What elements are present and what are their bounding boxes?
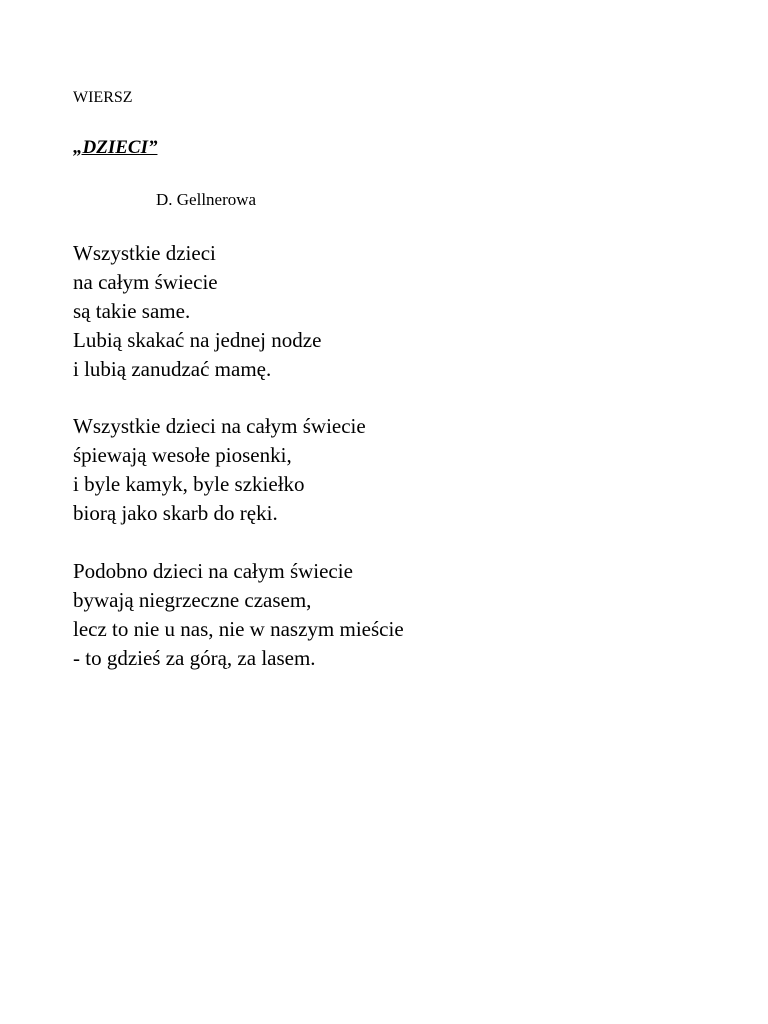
- stanza-1: [73, 239, 321, 384]
- poem-line: lecz to nie u nas, nie w naszym mieście: [73, 617, 404, 641]
- poem-line: i byle kamyk, byle szkiełko: [73, 472, 305, 496]
- poem-author: D. Gellnerowa: [156, 190, 257, 209]
- poem-line: Wszystkie dzieci: [73, 241, 216, 265]
- poem-line: i lubią zanudzać mamę.: [73, 357, 272, 381]
- poem-line: bywają niegrzeczne czasem,: [73, 588, 312, 612]
- poem-line: Lubią skakać na jednej nodze: [73, 328, 322, 352]
- poem-line: Podobno dzieci na całym świecie: [73, 559, 353, 583]
- poem-line: są takie same.: [73, 299, 191, 323]
- poem-line: śpiewają wesołe piosenki,: [73, 443, 292, 467]
- stanza-2: [73, 412, 366, 528]
- document-header-label: WIERSZ: [73, 89, 133, 106]
- poem-line: biorą jako skarb do ręki.: [73, 501, 278, 525]
- stanza-3: [73, 557, 404, 673]
- poem-line: - to gdzieś za górą, za lasem.: [73, 646, 316, 670]
- poem-line: na całym świecie: [73, 270, 218, 294]
- poem-title: „DZIECI”: [73, 137, 158, 158]
- poem-line: Wszystkie dzieci na całym świecie: [73, 414, 366, 438]
